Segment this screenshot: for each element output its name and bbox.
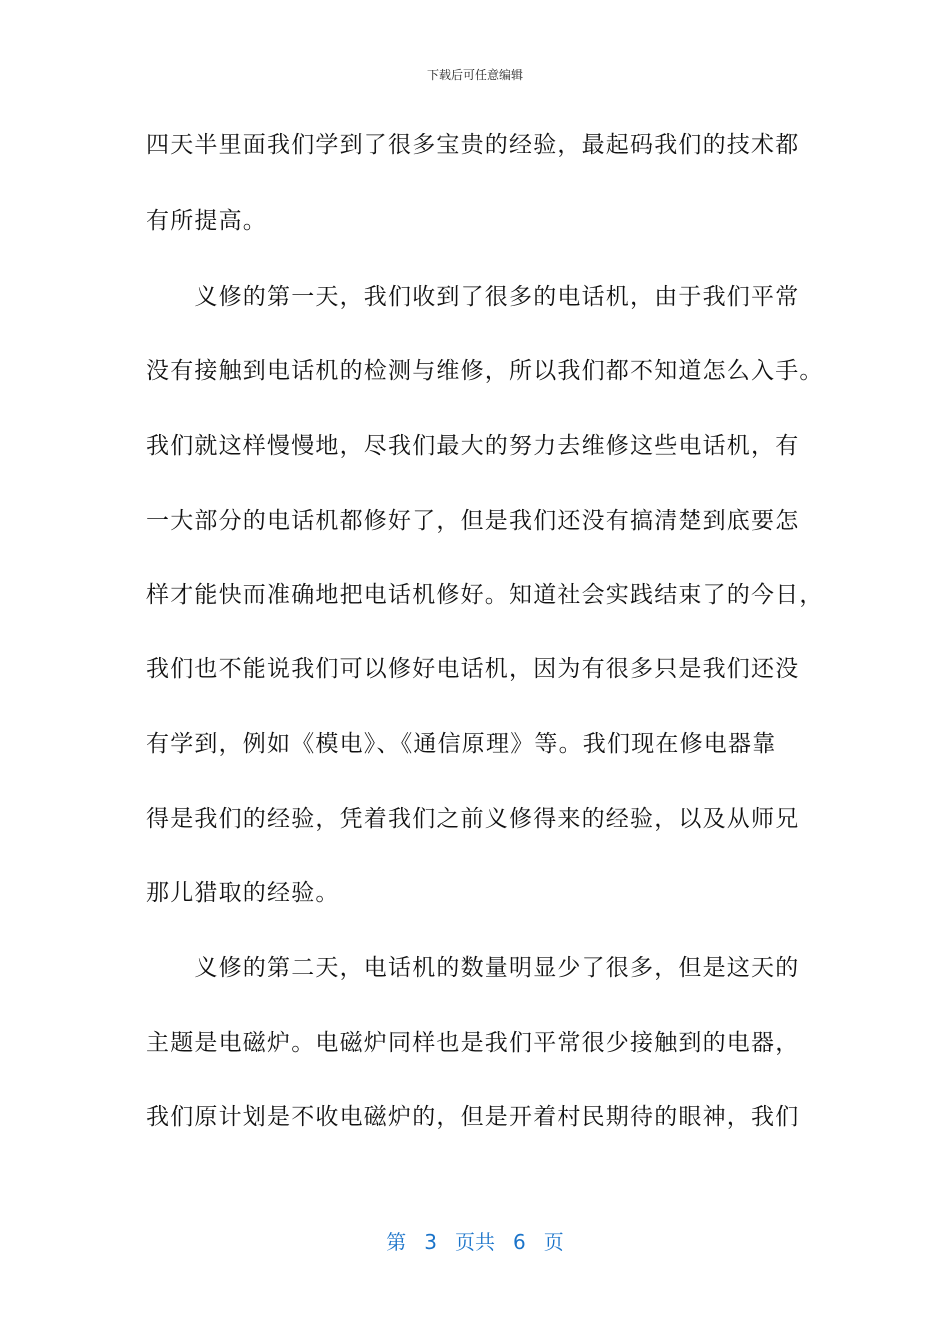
- body-line: 我们原计划是不收电磁炉的，但是开着村民期待的眼神，我们: [146, 1104, 800, 1130]
- page-footer: [0, 1226, 950, 1255]
- body-line: 有所提高。: [146, 208, 267, 234]
- total-pages-number: 6: [513, 1230, 526, 1254]
- page-label-suffix: 页: [543, 1230, 564, 1254]
- body-line: 我们也不能说我们可以修好电话机，因为有很多只是我们还没: [146, 656, 800, 682]
- body-line: 主题是电磁炉。电磁炉同样也是我们平常很少接触到的电器，: [146, 1030, 800, 1056]
- body-line: 得是我们的经验，凭着我们之前义修得来的经验，以及从师兄: [146, 806, 800, 832]
- page-label-middle: 页共: [455, 1230, 495, 1254]
- body-line: 那儿猎取的经验。: [146, 880, 340, 906]
- page-header: 下载后可任意编辑: [426, 68, 523, 82]
- body-line: 有学到，例如《模电》、《通信原理》等。我们现在修电器靠: [146, 731, 777, 757]
- body-line: 没有接触到电话机的检测与维修，所以我们都不知道怎么入手。: [146, 358, 824, 384]
- body-line: 四天半里面我们学到了很多宝贵的经验，最起码我们的技术都: [146, 132, 800, 158]
- current-page-number: 3: [424, 1230, 437, 1254]
- body-line: 样才能快而准确地把电话机修好。知道社会实践结束了的今日，: [146, 582, 824, 608]
- body-line: 一大部分的电话机都修好了，但是我们还没有搞清楚到底要怎: [146, 508, 800, 534]
- body-line: 我们就这样慢慢地，尽我们最大的努力去维修这些电话机，有: [146, 433, 800, 459]
- page-label-prefix: 第: [386, 1230, 407, 1254]
- body-line: 义修的第二天，电话机的数量明显少了很多，但是这天的: [146, 955, 800, 981]
- body-line: 义修的第一天，我们收到了很多的电话机，由于我们平常: [146, 284, 800, 310]
